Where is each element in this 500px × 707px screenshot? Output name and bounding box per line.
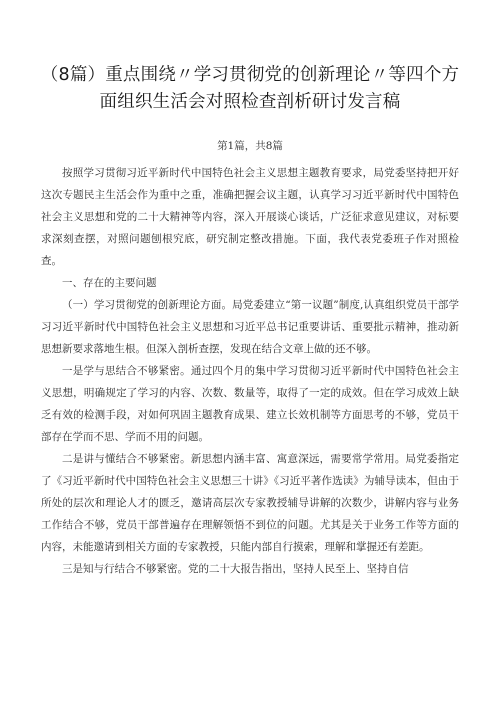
section-heading-problems: 一、存在的主要问题 bbox=[62, 277, 157, 289]
paragraph-point-one: 一是学与思结合不够紧密。通过四个月的集中学习贯彻习近平新时代中国特色社会主义思想，明确规定了学习的内容、次数、数量等，取得了一定的成效。但在学习成效上缺乏有效的检测手段，对如何巩固主题教育成果、建立长效机制等方面思考的不够，党员干部存在学而不思、学而不用的问题。 bbox=[41, 365, 459, 443]
paragraph-intro: 按照学习贯彻习近平新时代中国特色社会主义思想主题教育要求，局党委坚持把开好这次专题民主生活会作为重中之重，准确把握会议主题，认真学习习近平新时代中国特色社会主义思想和党的二十大精神等内容，深入开展谈心谈话，广泛征求意见建议，对标要求深刻查摆，对照问题刨根究底，研究制定整改措施。下面，我代表党委班子作对照检查。 bbox=[41, 167, 459, 267]
paragraph-theory-study: （一）学习贯彻党的创新理论方面。局党委建立“第一议题”制度,认真组织党员干部学习习近平新时代中国特色社会主义思想和习近平总书记重要讲话、重要批示精神，推动新思想新要求落地生根。但深入剖析查摆，发现在结合文章上做的还不够。 bbox=[41, 299, 459, 355]
paragraph-point-three: 三是知与行结合不够紧密。党的二十大报告指出，坚持人民至上、坚持自信 bbox=[62, 563, 409, 575]
paragraph-point-two: 二是讲与懂结合不够紧密。新思想内涵丰富、寓意深远，需要常学常用。局党委指定了《习近平新时代中国特色社会主义思想三十讲》《习近平著作选读》为辅导读本，但由于所处的层次和理论人才的匮乏，邀请高层次专家教授辅导讲解的次数少，讲解内容与业务工作结合不够，党员干部普遍存在理解领悟不到位的问题。尤其是关于业务工作等方面的内容，未能邀请到相关方面的专家教授，只能内部自行摸索，理解和掌握还有差距。 bbox=[41, 453, 459, 553]
document-body bbox=[41, 162, 459, 580]
document-title: （8篇）重点围绕〃学习贯彻党的创新理论〃等四个方面组织生活会对照检查剖析研讨发言稿 bbox=[40, 65, 460, 112]
page-label: 第1篇，共8篇 bbox=[217, 140, 283, 152]
